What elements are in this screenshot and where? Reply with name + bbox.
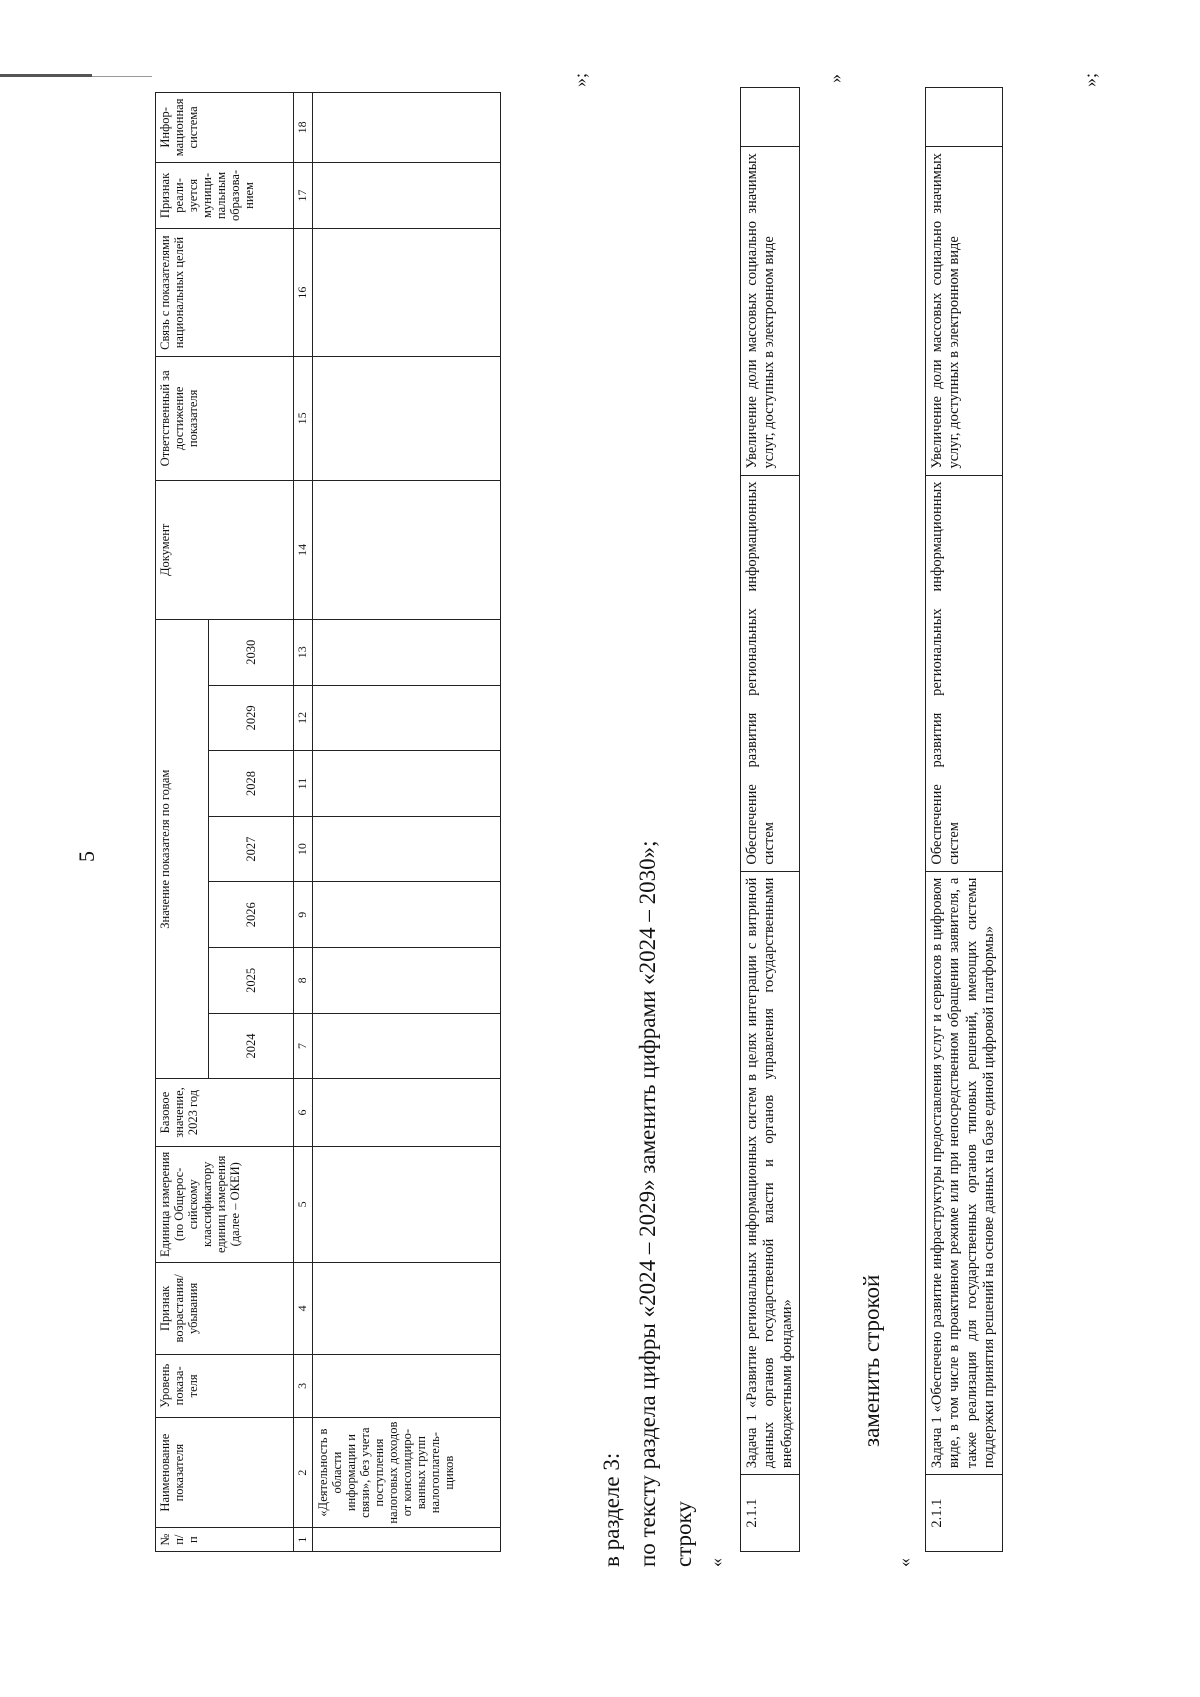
table-cell [313,229,501,357]
year-header: 2024 [209,1013,294,1079]
task-number: 2.1.1 [926,1475,1003,1552]
scan-edge-mark [0,74,92,77]
task-effect: Увеличение доли массовых социально значимых услуг, доступных в электронном виде [926,147,1003,475]
col-header-unit: Единица измерения (по Общерос-сийскому классификатору единиц измерения (далее – ОКЕИ) [156,1146,294,1262]
indicator-name: «Деятельность в области информации и связи», без учета поступления налоговых доходов от консолидиро-ванных групп налогоплатель-щиков [313,1417,501,1527]
new-task-table [925,87,1003,1552]
column-number: 11 [294,751,313,817]
col-header-link: Связь с показателями национальных целей [156,229,294,357]
task-effect: Увеличение доли массовых социально значимых услуг, доступных в электронном виде [741,147,800,475]
table-cell [313,685,501,751]
open-quote: « [706,1558,726,1567]
column-number: 16 [294,229,313,357]
table-cell [313,619,501,685]
table-cell [313,1146,501,1262]
column-number: 7 [294,1013,313,1079]
instruction-text: по тексту раздела цифры «2024 – 2029» заменить цифрами «2024 – 2030»; [635,840,660,1567]
column-number: 15 [294,357,313,481]
instruction-row-word: строку [671,1501,696,1567]
year-header: 2029 [209,685,294,751]
col-header-info-system: Инфор-мационная система [156,93,294,163]
indicator-table [155,92,501,1552]
col-header-name: Наименование показателя [156,1417,294,1527]
task-goal: Обеспечение развития региональных информационных систем [926,475,1003,871]
old-task-table [740,87,800,1552]
col-header-no: № п/п [156,1528,294,1552]
column-number-row [294,93,313,1552]
column-number: 3 [294,1354,313,1417]
instruction-replace: заменить строкой [859,1274,884,1447]
column-number: 8 [294,948,313,1014]
year-header: 2028 [209,751,294,817]
table-row [313,93,501,1552]
table-cell [313,93,501,163]
task-number: 2.1.1 [741,1475,800,1552]
column-number: 2 [294,1417,313,1527]
col-header-document: Документ [156,480,294,619]
table-row [741,88,800,1552]
table-cell [313,480,501,619]
column-number: 5 [294,1146,313,1262]
page-number: 5 [74,851,99,862]
year-header: 2026 [209,882,294,948]
column-number: 1 [294,1528,313,1552]
column-number: 18 [294,93,313,163]
column-number: 12 [294,685,313,751]
column-number: 4 [294,1262,313,1354]
open-quote: « [894,1558,914,1567]
year-header: 2027 [209,816,294,882]
col-header-level: Уровень показа-теля [156,1354,294,1417]
table-cell [313,1528,501,1552]
table-row [926,88,1003,1552]
close-quote: » [825,74,845,83]
task-goal: Обеспечение развития региональных информационных систем [741,475,800,871]
table-cell [741,88,800,147]
table-cell [313,882,501,948]
year-header: 2030 [209,619,294,685]
column-number: 6 [294,1079,313,1146]
column-number: 13 [294,619,313,685]
table-cell [313,1354,501,1417]
col-header-trend: Признак возрастания/ убывания [156,1262,294,1354]
col-header-responsible: Ответственный за достижение показателя [156,357,294,481]
header-row [156,93,209,1552]
year-header: 2025 [209,948,294,1014]
table-cell [313,357,501,481]
table-cell [313,1079,501,1146]
section-heading: в разделе 3: [599,1452,624,1567]
col-header-values: Значение показателя по годам [156,619,209,1078]
table-cell [313,948,501,1014]
task-text: Задача 1 «Развитие региональных информационных систем в целях интеграции с витриной данных органов государственной власти и органов управления государственными внебюджетными фондами» [741,871,800,1475]
table-cell [313,751,501,817]
table-cell [313,1262,501,1354]
table-cell [313,1013,501,1079]
column-number: 14 [294,480,313,619]
scan-edge-mark [92,76,152,77]
col-header-municipal: Признак реали-зуется муници-пальным образова-нием [156,162,294,228]
closing-mark: »; [1080,72,1100,87]
table-cell [313,816,501,882]
column-number: 10 [294,816,313,882]
column-number: 17 [294,162,313,228]
column-number: 9 [294,882,313,948]
closing-mark: »; [570,72,590,87]
table-cell [926,88,1003,147]
col-header-base: Базовое значение, 2023 год [156,1079,294,1146]
table-cell [313,162,501,228]
task-text: Задача 1 «Обеспечено развитие инфраструктуры предоставления услуг и сервисов в цифровом виде, в том числе в проактивном режиме или при непосредственном обращении заявителя, а также реализация для государственных органов типовых решений, имеющих системы поддержки принятия решений на основе данных на базе единой цифровой платформы» [926,871,1003,1475]
